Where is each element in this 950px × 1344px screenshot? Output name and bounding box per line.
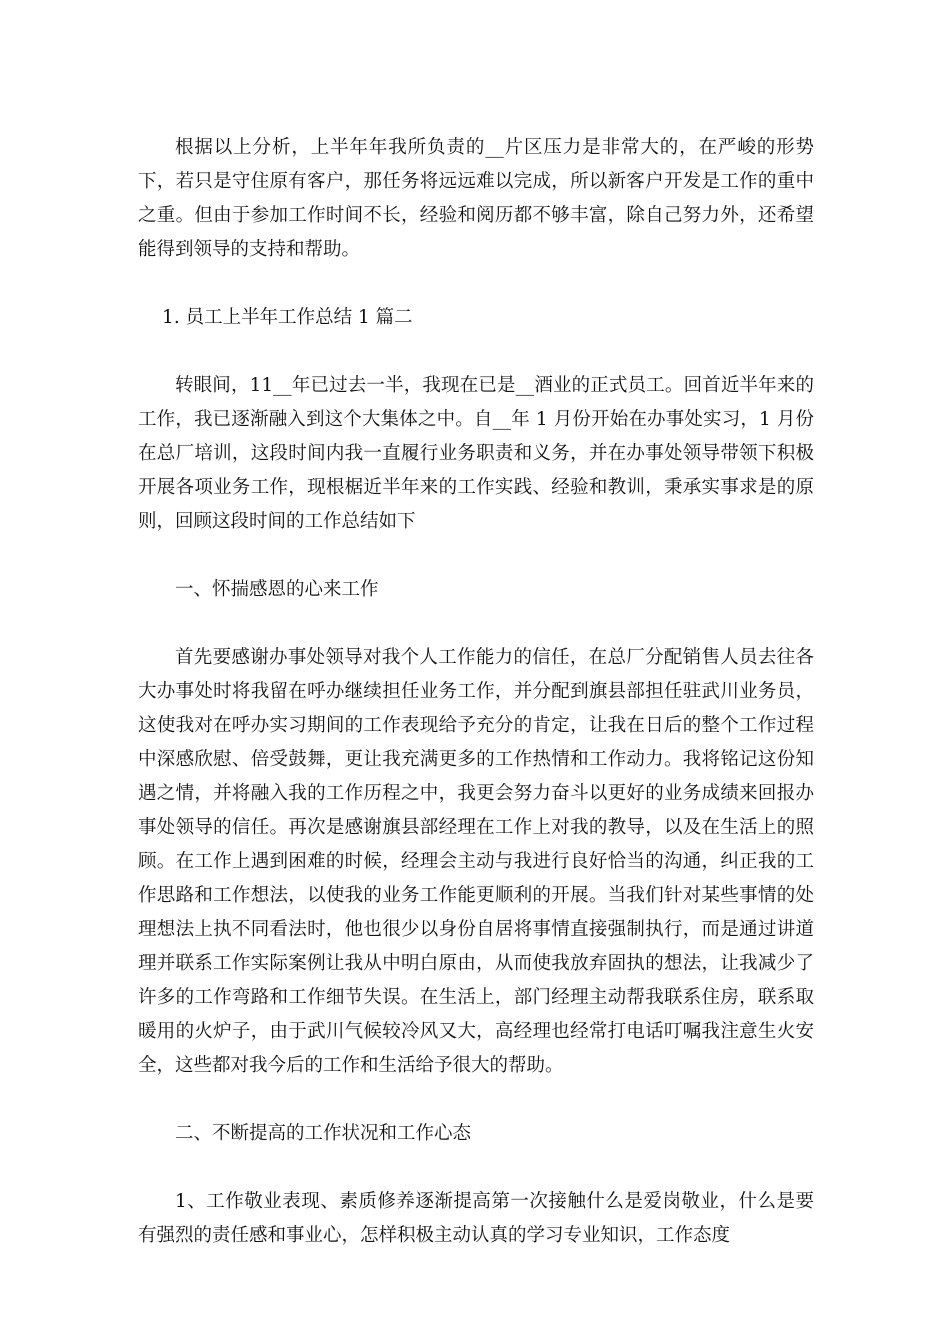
section-heading-gratitude: 一、怀揣感恩的心来工作 — [175, 579, 379, 600]
heading-part-two: 1. 员工上半年工作总结 1 篇二 — [162, 307, 413, 328]
paragraph-work-attitude: 1、工作敬业表现、素质修养逐渐提高第一次接触什么是爱岗敬业，什么是要有强烈的责任感和事业心，怎样积极主动认真的学习专业知识，工作态度 — [138, 1191, 814, 1246]
paragraph-analysis-summary: 根据以上分析，上半年年我所负责的__片区压力是非常大的，在严峻的形势下，若只是守住原有客户，那任务将远远难以完成，所以新客户开发是工作的重中之重。但由于参加工作时间不长，经验和阅历都不够丰富，除自己努力外，还希望能得到领导的支持和帮助。 — [138, 137, 814, 260]
paragraph-gratitude: 首先要感谢办事处领导对我个人工作能力的信任，在总厂分配销售人员去往各大办事处时将我留在呼办继续担任业务工作，并分配到旗县部担任驻武川业务员，这使我对在呼办实习期间的工作表现给予充分的肯定，让我在日后的整个工作过程中深感欣慰、倍受鼓舞，更让我充满更多的工作热情和工作动力。我将铭记这份知遇之情，并将融入我的工作历程之中，我更会努力奋斗以更好的业务成绩来回报办事处领导的信任。再次是感谢旗县部经理在工作上对我的教导，以及在生活上的照顾。在工作上遇到困难的时候，经理会主动与我进行良好恰当的沟通，纠正我的工作思路和工作想法，以使我的业务工作能更顺利的开展。当我们针对某些事情的处理想法上执不同看法时，他也很少以身份自居将事情直接强制执行，而是通过讲道理并联系工作实际案例让我从中明白原由，从而使我放弃固执的想法，让我减少了许多的工作弯路和工作细节失误。在生活上，部门经理主动帮我联系住房，联系取暖用的火炉子，由于武川气候较冷风又大，高经理也经常打电话叮嘱我注意生火安全，这些都对我今后的工作和生活给予很大的帮助。 — [138, 647, 814, 1076]
section-heading-work-status: 二、不断提高的工作状况和工作心态 — [175, 1123, 472, 1144]
document-body — [138, 131, 814, 1253]
paragraph-intro: 转眼间，11__年已过去一半，我现在已是__酒业的正式员工。回首近半年来的工作，我已逐渐融入到这个大集体之中。自__年 1 月份开始在办事处实习，1 月份在总厂培训，这段时间内我一直履行业务职责和义务，并在办事处领导带领下积极开展各项业务工作，现根椐近半年来的工作实践、经验和教训，秉承实事求是的原则，回顾这段时间的工作总结如下 — [138, 375, 814, 532]
